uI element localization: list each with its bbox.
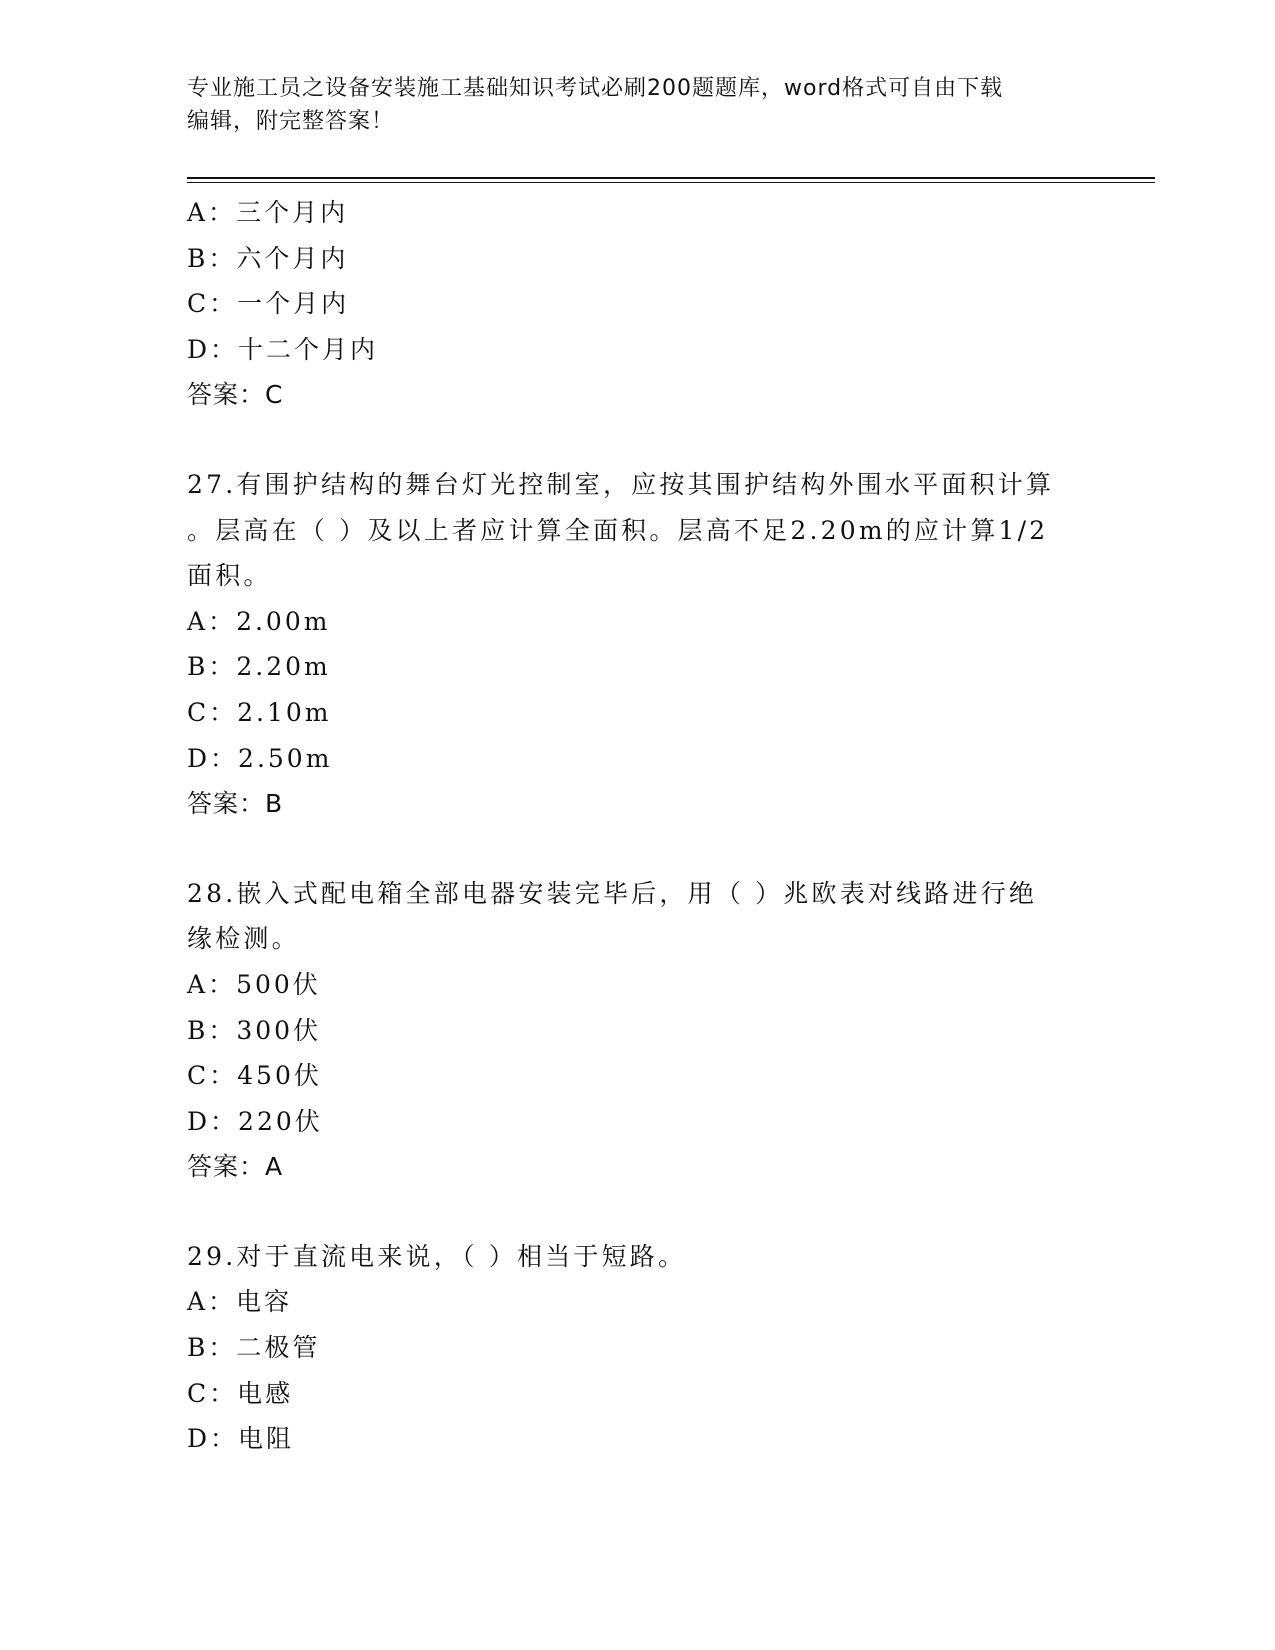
option-a: A：电容 — [187, 1287, 293, 1317]
option-b: B：300伏 — [187, 1015, 322, 1045]
question-stem-line: 面积。 — [187, 561, 272, 591]
option-d: D：十二个月内 — [187, 334, 379, 364]
question-stem-line: 29.对于直流电来说，（ ）相当于短路。 — [187, 1241, 687, 1271]
option-c: C：电感 — [187, 1378, 294, 1408]
option-b: B：2.20m — [187, 652, 331, 682]
option-c: C：一个月内 — [187, 289, 350, 319]
header-divider-thin — [187, 182, 1155, 183]
option-b: B：六个月内 — [187, 243, 349, 273]
answer-label: 答案：A — [187, 1152, 284, 1182]
question-stem-line: 。层高在（ ）及以上者应计算全面积。层高不足2.20m的应计算1/2 — [187, 515, 1049, 545]
answer-label: 答案：C — [187, 380, 284, 410]
option-d: D：2.50m — [187, 743, 333, 773]
document-header — [187, 72, 1087, 138]
header-line-2: 编辑，附完整答案！ — [187, 109, 395, 134]
option-c: C：450伏 — [187, 1061, 322, 1091]
option-c: C：2.10m — [187, 697, 332, 727]
header-line-1: 专业施工员之设备安装施工基础知识考试必刷200题题库，word格式可自由下载 — [187, 76, 1004, 101]
header-divider-thick — [187, 177, 1155, 179]
option-a: A：三个月内 — [187, 198, 349, 227]
question-28 — [187, 871, 1067, 1190]
answer-label: 答案：B — [187, 789, 284, 819]
option-a: A：2.00m — [187, 606, 331, 636]
option-a: A：500伏 — [187, 969, 321, 999]
question-stem-line: 27.有围护结构的舞台灯光控制室，应按其围护结构外围水平面积计算 — [187, 469, 1055, 499]
option-b: B：二极管 — [187, 1333, 321, 1363]
question-stem-line: 缘检测。 — [187, 924, 300, 954]
question-stem-line: 28.嵌入式配电箱全部电器安装完毕后，用（ ）兆欧表对线路进行绝 — [187, 878, 1038, 908]
question-26 — [187, 190, 1067, 418]
document-body — [187, 190, 1067, 1462]
question-29 — [187, 1234, 1067, 1462]
question-27 — [187, 462, 1067, 827]
option-d: D：电阻 — [187, 1424, 295, 1454]
option-d: D：220伏 — [187, 1106, 323, 1136]
